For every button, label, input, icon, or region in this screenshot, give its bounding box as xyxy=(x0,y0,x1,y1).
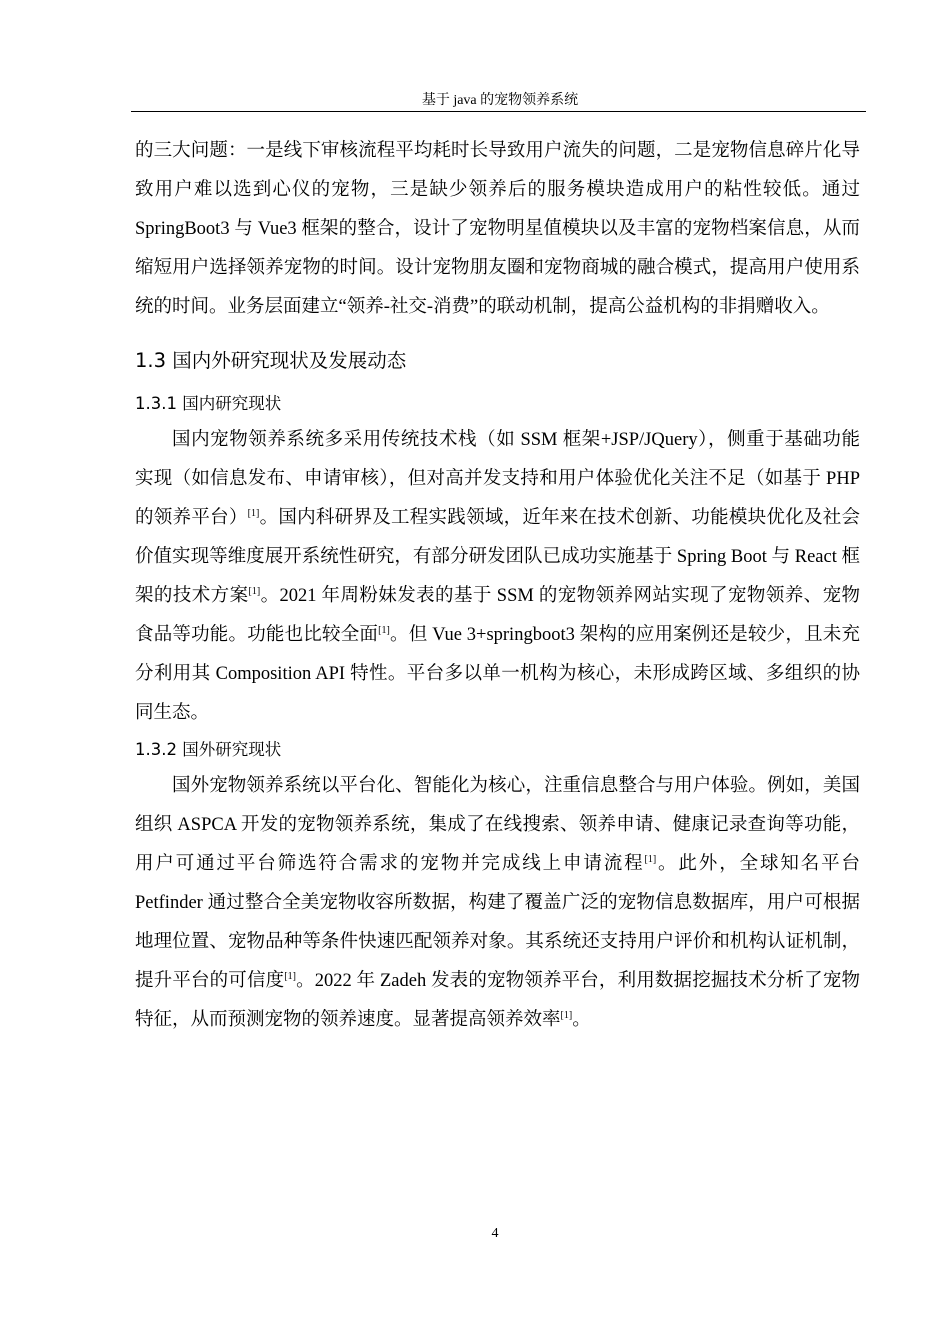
text-run: 。但 Vue 3+springboot3 架构的应用案例还是较少，且未充分利用其 Composition API 特性。平台多以单一机构为核心，未形成跨区域、多组织的协同生态。 xyxy=(135,625,860,723)
page-number: 4 xyxy=(491,1226,499,1241)
text-run: 。此外，全球知名平台 Petfinder 通过整合全美宠物收容所数据，构建了覆盖广泛的宠物信息数据库，用户可根据地理位置、宠物品种等条件快速匹配领养对象。其系统还支持用户评价和机构认证机制，提升平台的可信度 xyxy=(135,854,860,991)
running-header: 基于 java 的宠物领养系统 xyxy=(421,93,579,108)
text-run: 。2021 年周粉妹发表的基于 SSM 的宠物领养网站实现了宠物领养、宠物食品等功能。功能也比较全面 xyxy=(135,586,860,645)
citation-ref: [1] xyxy=(247,508,260,519)
citation-ref: [1] xyxy=(644,854,657,865)
header-rule xyxy=(131,111,866,112)
text-run: 国内宠物领养系统多采用传统技术栈（如 SSM 框架+JSP/JQuery），侧重于基础功能实现（如信息发布、申请审核），但对高并发支持和用户体验优化关注不足（如基于 PHP 的领养平台） xyxy=(135,430,860,528)
section-heading-1-3: 1.3 国内外研究现状及发展动态 xyxy=(135,349,407,372)
text-run: 。 xyxy=(572,1010,591,1030)
domestic-research-paragraph xyxy=(135,421,860,733)
text-run: 。2022 年 Zadeh 发表的宠物领养平台，利用数据挖掘技术分析了宠物特征，从而预测宠物的领养速度。显著提高领养效率 xyxy=(135,971,860,1030)
intro-paragraph: 的三大问题：一是线下审核流程平均耗时长导致用户流失的问题，二是宠物信息碎片化导致用户难以选到心仪的宠物，三是缺少领养后的服务模块造成用户的粘性较低。通过 SpringBoot3 与 Vue3 框架的整合，设计了宠物明星值模块以及丰富的宠物档案信息，从而缩短用户选择领养宠物的时间。设计宠物朋友圈和宠物商城的融合模式，提高用户使用系统的时间。业务层面建立“领养-社交-消费”的联动机制，提高公益机构的非捐赠收入。 xyxy=(135,141,860,317)
page-body xyxy=(135,132,860,1040)
citation-ref: [1] xyxy=(284,971,296,982)
text-run: 。国内科研界及工程实践领域，近年来在技术创新、功能模块优化及社会价值实现等维度展开系统性研究，有部分研发团队已成功实施基于 Spring Boot 与 React 框架的技术方案 xyxy=(135,508,860,606)
foreign-research-paragraph xyxy=(135,767,860,1040)
citation-ref: [1] xyxy=(378,625,390,636)
citation-ref: [1] xyxy=(560,1010,573,1021)
subsection-heading-1-3-1: 1.3.1 国内研究现状 xyxy=(135,394,282,413)
subsection-heading-1-3-2: 1.3.2 国外研究现状 xyxy=(135,740,282,759)
text-run: 国外宠物领养系统以平台化、智能化为核心，注重信息整合与用户体验。例如，美国组织 ASPCA 开发的宠物领养系统，集成了在线搜索、领养申请、健康记录查询等功能，用户可通过平台筛选符合需求的宠物并完成线上申请流程 xyxy=(135,776,860,874)
citation-ref: [1] xyxy=(248,586,261,597)
